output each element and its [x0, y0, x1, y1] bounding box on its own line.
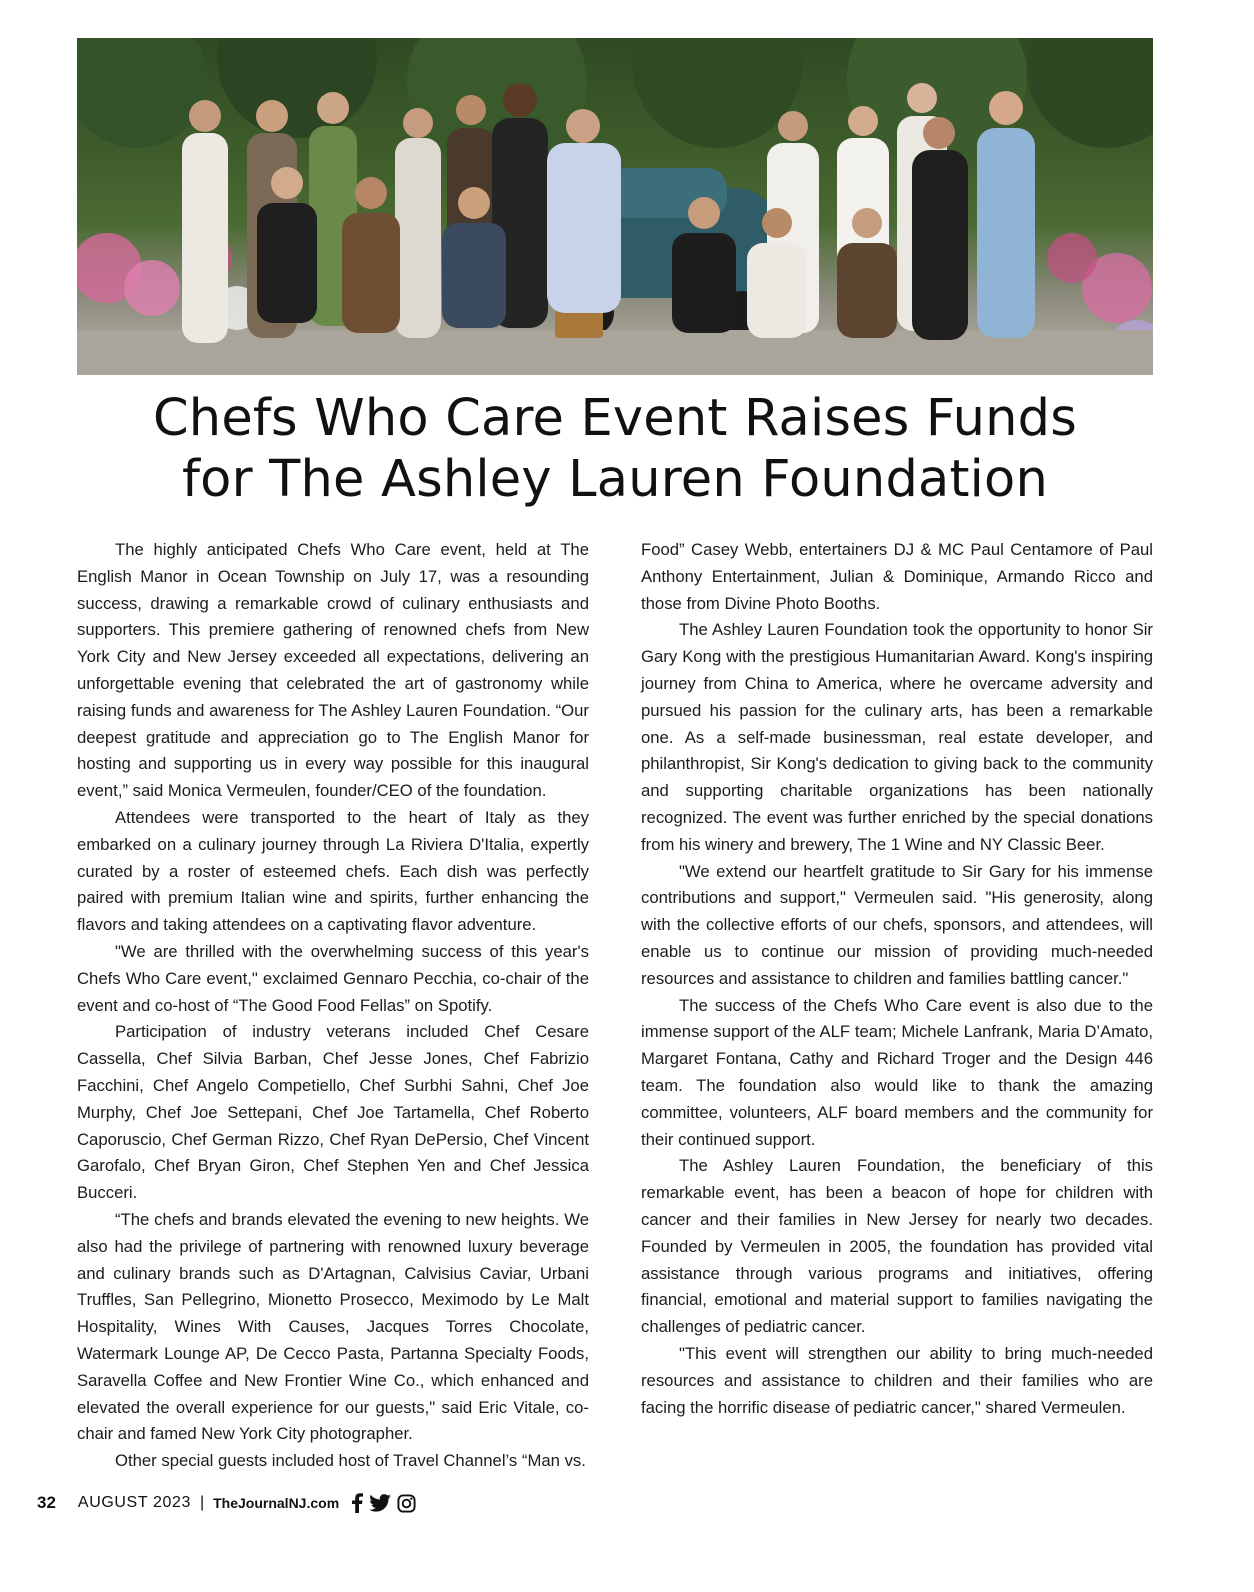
group-photo: [77, 38, 1153, 375]
page-footer: [37, 1491, 422, 1515]
article-column-right: [641, 537, 1153, 1421]
paragraph: The Ashley Lauren Foundation took the opportunity to honor Sir Gary Kong with the prestigious Humanitarian Award. Kong's inspiring journey from China to America, where he overcame adversity and pursued his passion for the culinary arts, has been a remarkable one. As a self-made businessman, real estate developer, and philanthropist, Sir Kong's dedication to giving back to the community and supporting charitable organizations has been nationally recognized. The event was further enriched by the special donations from his winery and brewery, The 1 Wine and NY Classic Beer.: [641, 620, 1153, 854]
issue-date: AUGUST 2023: [77, 1494, 191, 1511]
group-photo-chefs-image: [77, 38, 1153, 375]
instagram-icon[interactable]: [397, 1494, 416, 1513]
twitter-icon[interactable]: [369, 1494, 391, 1512]
paragraph: "This event will strengthen our ability to bring much-needed resources and assistance to children and their families who are facing the horrific disease of pediatric cancer," shared Vermeulen.: [641, 1343, 1153, 1417]
paragraph: The success of the Chefs Who Care event is also due to the immense support of the ALF team; Michele Lanfrank, Maria D’Amato, Margaret Fontana, Cathy and Richard Troger and the Design 446 team. The foundation also would like to thank the amazing committee, volunteers, ALF board members and the community for their continued support.: [641, 995, 1153, 1149]
facebook-icon[interactable]: [351, 1493, 363, 1513]
paragraph: Participation of industry veterans included Chef Cesare Cassella, Chef Silvia Barban, Chef Jesse Jones, Chef Fabrizio Facchini, Chef Angelo Competiello, Chef Surbhi Sahni, Chef Joe Murphy, Chef Joe Settepani, Chef Joe Tartamella, Chef Roberto Caporuscio, Chef German Rizzo, Chef Ryan DePersio, Chef Vincent Garofalo, Chef Bryan Giron, Chef Stephen Yen and Chef Jessica Bucceri.: [77, 1022, 589, 1203]
paragraph: The highly anticipated Chefs Who Care event, held at The English Manor in Ocean Township on July 17, was a resounding success, drawing a remarkable crowd of culinary enthusiasts and supporters. This premiere gathering of renowned chefs from New York City and New Jersey exceeded all expectations, delivering an unforgettable evening that celebrated the art of gastronomy while raising funds and awareness for The Ashley Lauren Foundation. “Our deepest gratitude and appreciation go to The English Manor for hosting and supporting us in every way possible for this inaugural event,” said Monica Vermeulen, founder/CEO of the foundation.: [77, 540, 589, 801]
article-headline: [60, 388, 1170, 510]
headline-line-2: for The Ashley Lauren Foundation: [182, 450, 1048, 509]
headline-line-1: Chefs Who Care Event Raises Funds: [152, 389, 1078, 448]
paragraph: Attendees were transported to the heart of Italy as they embarked on a culinary journey through La Riviera D'Italia, expertly curated by a roster of esteemed chefs. Each dish was perfectly paired with premium Italian wine and spirits, further enhancing the flavors and taking attendees on a captivating flavor adventure.: [77, 807, 589, 935]
paragraph: “The chefs and brands elevated the evening to new heights. We also had the privilege of partnering with renowned luxury beverage and culinary brands such as D'Artagnan, Calvisius Caviar, Urbani Truffles, San Pellegrino, Mionetto Prosecco, Meximodo by Le Malt Hospitality, Wines With Causes, Jacques Torres Chocolate, Watermark Lounge AP, De Cecco Pasta, Partanna Specialty Foods, Saravella Coffee and New Frontier Wine Co., which enhanced and elevated the overall experience for our guests," said Eric Vitale, co-chair and famed New York City photographer.: [77, 1209, 589, 1444]
website-link[interactable]: TheJournalNJ.com: [213, 1495, 340, 1511]
paragraph: The Ashley Lauren Foundation, the beneficiary of this remarkable event, has been a beacon of hope for children with cancer and their families in New Jersey for nearly two decades. Founded by Vermeulen in 2005, the foundation has provided vital assistance through various programs and initiatives, offering financial, emotional and material support to families navigating the challenges of pediatric cancer.: [641, 1156, 1153, 1337]
article-column-left: [77, 537, 589, 1475]
paragraph: Other special guests included host of Travel Channel’s “Man vs.: [115, 1451, 586, 1471]
footer-separator: |: [199, 1494, 205, 1511]
paragraph: "We are thrilled with the overwhelming success of this year's Chefs Who Care event," exclaimed Gennaro Pecchia, co-chair of the event and co-host of “The Good Food Fellas” on Spotify.: [77, 941, 589, 1015]
paragraph: "We extend our heartfelt gratitude to Sir Gary for his immense contributions and support," Vermeulen said. "His generosity, along with the collective efforts of our chefs, sponsors, and attendees, will enable us to continue our mission of providing much-needed resources and assistance to children and families battling cancer.": [641, 861, 1153, 988]
page-number: 32: [37, 1493, 56, 1512]
paragraph-continuation: Food” Casey Webb, entertainers DJ & MC Paul Centamore of Paul Anthony Entertainment, Julian & Dominique, Armando Ricco and those from Divine Photo Booths.: [641, 540, 1153, 613]
